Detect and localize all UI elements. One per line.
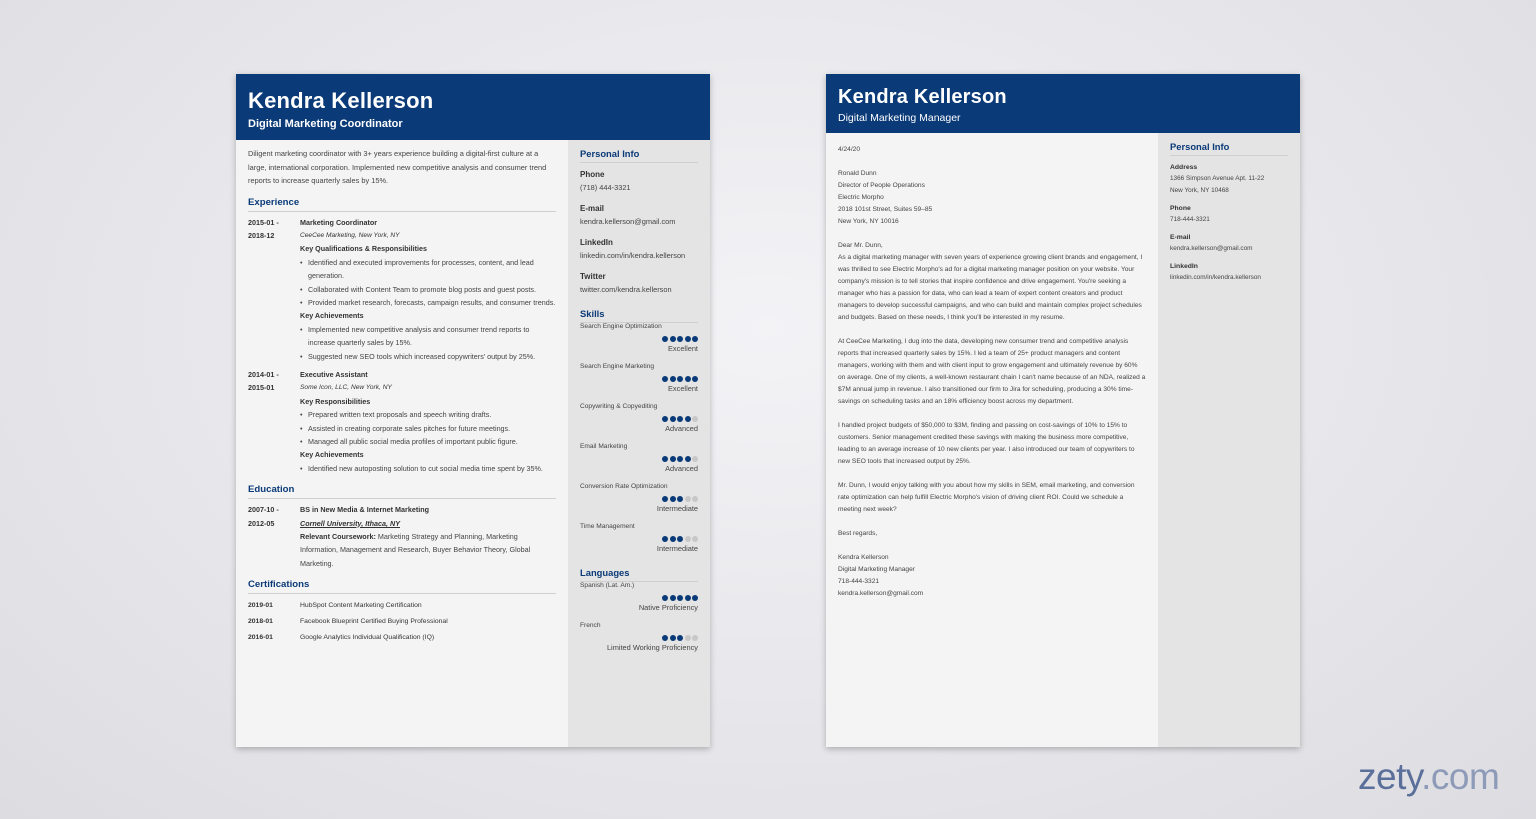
rating-dot-icon xyxy=(677,336,683,342)
skill-name: Email Marketing xyxy=(580,443,628,450)
job-bullet: • Prepared written text proposals and speech writing drafts. xyxy=(300,408,556,421)
skill-level: Excellent xyxy=(668,344,698,353)
rating-dot-icon xyxy=(685,456,691,462)
skills-title: Skills xyxy=(580,308,698,323)
rating-dot-icon xyxy=(670,635,676,641)
skill-item xyxy=(580,403,698,433)
rating-dot-icon xyxy=(662,336,668,342)
rating-dot-icon xyxy=(670,336,676,342)
certification-row xyxy=(248,630,556,646)
rating-dot-icon xyxy=(692,416,698,422)
skill-rating xyxy=(580,494,698,502)
language-rating xyxy=(580,633,698,641)
skill-level: Excellent xyxy=(668,384,698,393)
recipient-line: Director of People Operations xyxy=(838,182,925,189)
phone-label: Phone xyxy=(580,170,605,179)
certification-date: 2018-01 xyxy=(248,618,273,626)
certifications-list xyxy=(248,598,556,646)
rating-dot-icon xyxy=(692,496,698,502)
certification-name: HubSpot Content Marketing Certification xyxy=(300,602,422,610)
rating-dot-icon xyxy=(662,496,668,502)
signature-line: Kendra Kellerson xyxy=(838,554,889,561)
rating-dot-icon xyxy=(670,496,676,502)
job-body xyxy=(300,216,556,363)
rating-dot-icon xyxy=(670,456,676,462)
rating-dot-icon xyxy=(685,336,691,342)
education-school: Cornell University, Ithaca, NY xyxy=(300,518,400,528)
rating-dot-icon xyxy=(685,536,691,542)
job-entry xyxy=(248,368,556,475)
rating-dot-icon xyxy=(692,595,698,601)
job-bullet: • Provided market research, forecasts, campaign results, and consumer trends. xyxy=(300,296,556,309)
rating-dot-icon xyxy=(692,536,698,542)
recipient-block xyxy=(838,168,1146,228)
letter-paragraph: I handled project budgets of $50,000 to $3M, finding and passing on cost-savings of 10% to 15% to customers. Senior management credited these savings with making the business more competitive, leading to an average increase of 10 new clients per year. I also introduced our team of copywriters to new SEO tools that increased output by 25%. xyxy=(838,422,1135,465)
education-entry xyxy=(248,503,556,570)
cover-letter-page xyxy=(826,74,1300,747)
linkedin-label: LinkedIn xyxy=(580,238,613,247)
resume-summary: Diligent marketing coordinator with 3+ years experience building a digital-first culture at a large, international corporation. Implemented new competitive analysis and consumer trend reports to increase quarterly sales by 15%. xyxy=(248,149,547,185)
signature-block xyxy=(838,552,1146,600)
rating-dot-icon xyxy=(685,595,691,601)
job-bullet: • Suggested new SEO tools which increased copywriters' output by 25%. xyxy=(300,350,556,363)
twitter-label: Twitter xyxy=(580,272,606,281)
education-degree: BS in New Media & Internet Marketing xyxy=(300,505,429,515)
rating-dot-icon xyxy=(670,595,676,601)
rating-dot-icon xyxy=(670,416,676,422)
cover-personal-info-title: Personal Info xyxy=(1170,141,1288,156)
education-date-end: 2012-05 xyxy=(248,518,275,528)
closing: Best regards, xyxy=(838,530,878,537)
letter-paragraph: At CeeCee Marketing, I dug into the data, developing new consumer trend and competitive analysis reports that increased quarterly sales by 15%. I led a team of 25+ product managers and content managers, working with them and with client input to grow engagement and ultimately revenue by 60% on average. One of my clients, a well-known restaurant chain I can't name because of an NDA, realized a $7M annual jump in revenue. I also transitioned our firm to Jira for scheduling, producing a 30% time-savings on scheduling tasks and an 18% efficiency boost across my department. xyxy=(838,338,1146,405)
rating-dot-icon xyxy=(685,496,691,502)
skill-name: Search Engine Optimization xyxy=(580,323,662,330)
rating-dot-icon xyxy=(677,536,683,542)
signature-line: kendra.kellerson@gmail.com xyxy=(838,590,924,597)
job-body xyxy=(300,368,556,475)
skill-item xyxy=(580,363,698,393)
rating-dot-icon xyxy=(670,376,676,382)
zety-logo: zety.com xyxy=(1358,756,1500,797)
cover-sidebar xyxy=(1158,133,1300,747)
letter-date: 4/24/20 xyxy=(838,146,860,153)
skill-name: Conversion Rate Optimization xyxy=(580,483,668,490)
job-subheading: Key Responsibilities xyxy=(300,396,371,406)
coursework-label: Relevant Coursework: xyxy=(300,532,376,542)
language-item xyxy=(580,622,698,652)
recipient-line: New York, NY 10016 xyxy=(838,218,899,225)
job-bullet: • Managed all public social media profiles of important public figure. xyxy=(300,435,556,448)
phone-value: (718) 444-3321 xyxy=(580,183,631,192)
rating-dot-icon xyxy=(677,416,683,422)
cover-job-title: Digital Marketing Manager xyxy=(838,112,961,124)
experience-list xyxy=(248,216,556,476)
skill-rating xyxy=(580,334,698,342)
certifications-section-title: Certifications xyxy=(248,579,556,594)
language-level: Native Proficiency xyxy=(638,603,698,612)
languages-list xyxy=(580,582,698,652)
address-line1: 1366 Simpson Avenue Apt. 11-22 xyxy=(1170,175,1265,182)
rating-dot-icon xyxy=(677,595,683,601)
certification-name: Google Analytics Individual Qualification (IQ) xyxy=(300,634,435,642)
skill-name: Search Engine Marketing xyxy=(580,363,655,370)
rating-dot-icon xyxy=(692,336,698,342)
rating-dot-icon xyxy=(662,635,668,641)
skill-rating xyxy=(580,454,698,462)
education-section-title: Education xyxy=(248,484,556,499)
job-bullet: • Identified and executed improvements for processes, content, and lead generation. xyxy=(300,256,556,283)
job-subheading: Key Qualifications & Responsibilities xyxy=(300,244,428,254)
rating-dot-icon xyxy=(662,376,668,382)
signature-line: 718-444-3321 xyxy=(838,578,880,585)
language-item xyxy=(580,582,698,612)
job-title: Executive Assistant xyxy=(300,369,368,379)
job-title: Marketing Coordinator xyxy=(300,217,378,227)
rating-dot-icon xyxy=(677,496,683,502)
skill-item xyxy=(580,483,698,513)
personal-info-title: Personal Info xyxy=(580,148,698,163)
job-date-start: 2015-01 - xyxy=(248,217,279,227)
email-value: kendra.kellerson@gmail.com xyxy=(580,217,676,226)
job-dates xyxy=(248,368,300,475)
job-bullet: • Collaborated with Content Team to promote blog posts and guest posts. xyxy=(300,283,556,296)
resume-job-title: Digital Marketing Coordinator xyxy=(248,118,403,130)
rating-dot-icon xyxy=(677,456,683,462)
skill-rating xyxy=(580,414,698,422)
job-subheading: Key Achievements xyxy=(300,450,364,460)
address-line2: New York, NY 10468 xyxy=(1170,187,1229,194)
job-date-end: 2018-12 xyxy=(248,230,275,240)
resume-name: Kendra Kellerson xyxy=(248,88,434,113)
recipient-line: Ronald Dunn xyxy=(838,170,877,177)
rating-dot-icon xyxy=(692,376,698,382)
job-dates xyxy=(248,216,300,363)
cover-linkedin-label: LinkedIn xyxy=(1170,263,1198,270)
resume-page xyxy=(236,74,710,747)
letter-paragraph: As a digital marketing manager with seven years of experience growing client brands and engagement, I was thrilled to see Electric Morpho's ad for a digital marketing manager position on your website. Your company's mission is to tell stories that inspire confidence and drive engagement. You're seeking a manager who has a passion for data, who can lead a team of expert content creators and product managers to develop successful campaigns, and who can build and maintain complex project schedules and budgets. Based on these needs, I think you'll be interested in my resume. xyxy=(838,254,1143,321)
rating-dot-icon xyxy=(692,456,698,462)
skill-name: Copywriting & Copyediting xyxy=(580,403,658,410)
letter-paragraphs xyxy=(838,252,1146,516)
resume-header xyxy=(236,74,710,140)
languages-title: Languages xyxy=(580,567,698,582)
rating-dot-icon xyxy=(670,536,676,542)
salutation: Dear Mr. Dunn, xyxy=(838,242,883,249)
certification-row xyxy=(248,614,556,630)
skill-level: Intermediate xyxy=(656,544,698,553)
certification-name: Facebook Blueprint Certified Buying Professional xyxy=(300,618,448,626)
job-company: Some Icon, LLC, New York, NY xyxy=(300,384,392,392)
skill-level: Advanced xyxy=(665,464,698,473)
cover-email-label: E-mail xyxy=(1170,234,1191,241)
job-entry xyxy=(248,216,556,363)
cover-name: Kendra Kellerson xyxy=(838,86,1007,108)
cover-phone-label: Phone xyxy=(1170,205,1191,212)
language-rating xyxy=(580,593,698,601)
signature-line: Digital Marketing Manager xyxy=(838,566,915,573)
job-subheading: Key Achievements xyxy=(300,311,364,321)
job-date-end: 2015-01 xyxy=(248,383,275,393)
job-bullet: • Implemented new competitive analysis and consumer trend reports to increase quarterly sales by 15%. xyxy=(300,323,556,350)
skill-item xyxy=(580,523,698,553)
email-label: E-mail xyxy=(580,204,605,213)
coursework-text: Marketing Strategy and Planning, Marketing Information, Management and Research, Buyer Behavior Theory, Global Marketing. xyxy=(300,532,531,568)
skill-item xyxy=(580,443,698,473)
rating-dot-icon xyxy=(685,635,691,641)
recipient-line: Electric Morpho xyxy=(838,194,884,201)
skill-level: Intermediate xyxy=(656,504,698,513)
rating-dot-icon xyxy=(662,595,668,601)
certification-date: 2019-01 xyxy=(248,602,273,610)
rating-dot-icon xyxy=(662,456,668,462)
job-bullet: • Assisted in creating corporate sales pitches for future meetings. xyxy=(300,422,556,435)
skill-rating xyxy=(580,374,698,382)
cover-header xyxy=(826,74,1300,133)
skill-level: Advanced xyxy=(665,424,698,433)
language-name: Spanish (Lat. Am.) xyxy=(580,582,635,589)
skill-item xyxy=(580,323,698,353)
certification-row xyxy=(248,598,556,614)
rating-dot-icon xyxy=(685,416,691,422)
rating-dot-icon xyxy=(685,376,691,382)
cover-linkedin-value: linkedin.com/in/kendra.kellerson xyxy=(1170,274,1261,281)
cover-email-value: kendra.kellerson@gmail.com xyxy=(1170,245,1253,252)
certification-date: 2016-01 xyxy=(248,634,273,642)
resume-main-column xyxy=(248,147,556,646)
recipient-line: 2018 101st Street, Suites 59–85 xyxy=(838,206,933,213)
skill-name: Time Management xyxy=(580,523,635,530)
resume-sidebar xyxy=(568,140,710,747)
rating-dot-icon xyxy=(677,635,683,641)
language-name: French xyxy=(580,622,601,629)
rating-dot-icon xyxy=(662,416,668,422)
linkedin-value: linkedin.com/in/kendra.kellerson xyxy=(580,251,686,260)
rating-dot-icon xyxy=(662,536,668,542)
letter-paragraph: Mr. Dunn, I would enjoy talking with you about how my skills in SEM, email marketing, and conversion rate optimization can help fulfill Electric Morpho's vision of driving client ROI. Could we schedule a meeting next week? xyxy=(838,482,1135,513)
experience-section-title: Experience xyxy=(248,197,556,212)
skill-rating xyxy=(580,534,698,542)
education-date-start: 2007-10 - xyxy=(248,505,279,515)
job-bullet: • Identified new autoposting solution to cut social media time spent by 35%. xyxy=(300,462,556,475)
job-date-start: 2014-01 - xyxy=(248,369,279,379)
cover-letter-body xyxy=(838,144,1146,612)
cover-phone-value: 718-444-3321 xyxy=(1170,216,1210,223)
rating-dot-icon xyxy=(677,376,683,382)
language-level: Limited Working Proficiency xyxy=(606,643,698,652)
job-company: CeeCee Marketing, New York, NY xyxy=(300,231,400,239)
skills-list xyxy=(580,323,698,553)
twitter-value: twitter.com/kendra.kellerson xyxy=(580,285,672,294)
address-label: Address xyxy=(1170,164,1198,171)
rating-dot-icon xyxy=(692,635,698,641)
